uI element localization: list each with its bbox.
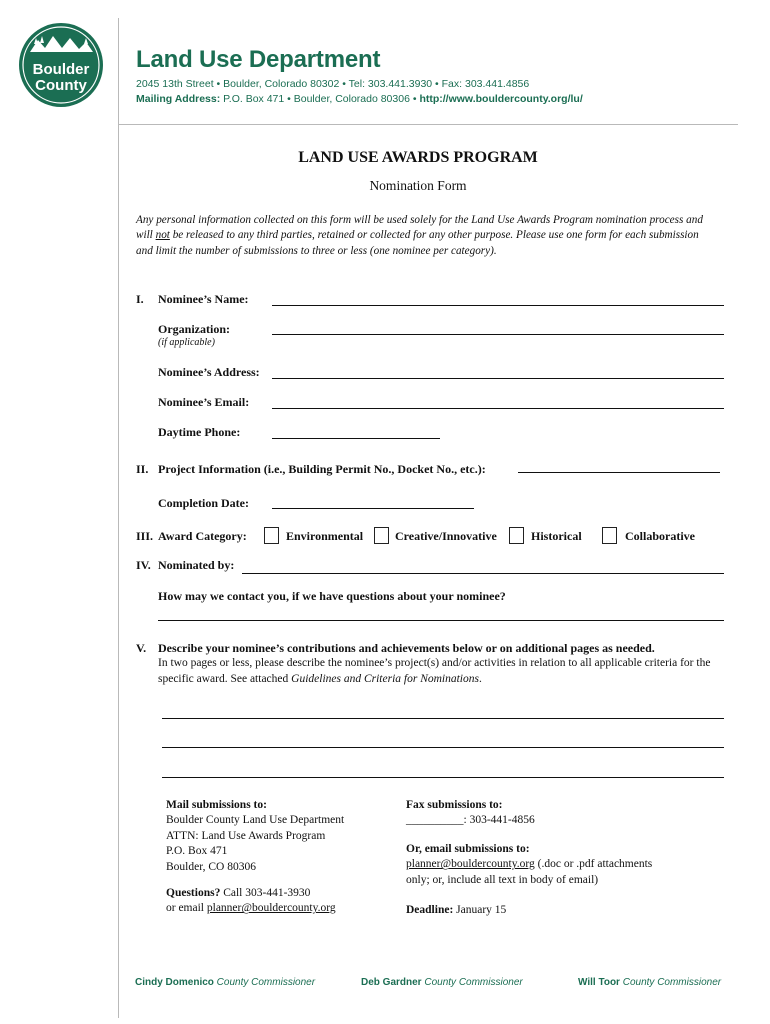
- fax-submissions-block: [406, 798, 706, 829]
- nominee-name-field[interactable]: [272, 305, 724, 306]
- questions-label: Questions?: [166, 887, 221, 899]
- section-5-number: V.: [136, 641, 147, 655]
- boulder-county-logo: [18, 22, 104, 108]
- nominee-email-label: Nominee’s Email:: [158, 395, 250, 409]
- fax-submissions-heading: Fax submissions to:: [406, 799, 503, 811]
- nominated-by-field[interactable]: [242, 573, 724, 574]
- mail-submissions-block: [166, 798, 396, 875]
- commissioner-3: Will Toor County Commissioner: [578, 977, 722, 988]
- daytime-phone-field[interactable]: [272, 438, 440, 439]
- email-submissions-block: Or, email submissions to: planner@bouldercounty.org (.doc or .pdf attachments only; or, include all text in body of email): [406, 842, 706, 888]
- section-3-number: III.: [136, 529, 154, 543]
- project-info-field[interactable]: [518, 472, 720, 473]
- mailing-address-value: P.O. Box 471 • Boulder, Colorado 80306 •: [220, 93, 420, 105]
- mail-address-line: Boulder, CO 80306: [166, 860, 256, 873]
- logo-text-line2: County: [35, 77, 87, 94]
- project-info-label: Project Information (i.e., Building Permit No., Docket No., etc.):: [158, 462, 486, 476]
- contact-question: How may we contact you, if we have questions about your nominee?: [158, 589, 506, 603]
- commissioner-1: Cindy Domenico County Commissioner: [135, 977, 316, 988]
- daytime-phone-label: Daytime Phone:: [158, 425, 241, 439]
- street-address: 2045 13th Street • Boulder, Colorado 80302 • Tel: 303.441.3930 • Fax: 303.441.4856: [136, 78, 530, 90]
- creative-innovative-label: Creative/Innovative: [395, 529, 497, 543]
- describe-instructions: In two pages or less, please describe the nominee’s project(s) and/or activities in relation to all applicable criteria for the specific award. See attached Guidelines and Criteria for Nominations.: [158, 657, 711, 685]
- nominee-email-field[interactable]: [272, 408, 724, 409]
- nominee-address-label: Nominee’s Address:: [158, 365, 260, 379]
- website-link[interactable]: http://www.bouldercounty.org/lu/: [419, 93, 583, 105]
- organization-field[interactable]: [272, 334, 724, 335]
- creative-innovative-checkbox[interactable]: [374, 527, 389, 544]
- mail-address-line: P.O. Box 471: [166, 845, 228, 858]
- environmental-label: Environmental: [286, 529, 364, 543]
- form-title: LAND USE AWARDS PROGRAM: [298, 149, 538, 166]
- completion-date-field[interactable]: [272, 508, 474, 509]
- description-line-1[interactable]: [162, 718, 724, 719]
- historical-checkbox[interactable]: [509, 527, 524, 544]
- questions-email-link[interactable]: planner@bouldercounty.org: [206, 902, 336, 915]
- questions-block: Questions? Call 303-441-3930 or email planner@bouldercounty.org: [166, 887, 336, 915]
- nominated-by-label: Nominated by:: [158, 558, 235, 572]
- contact-field[interactable]: [158, 620, 724, 621]
- completion-date-label: Completion Date:: [158, 496, 249, 510]
- deadline: [406, 903, 706, 918]
- historical-label: Historical: [531, 529, 582, 543]
- submission-email-link[interactable]: planner@bouldercounty.org: [406, 858, 535, 871]
- deadline-label: Deadline:: [406, 904, 454, 916]
- email-submissions-heading: Or, email submissions to:: [406, 843, 530, 855]
- description-line-3[interactable]: [162, 777, 724, 778]
- fax-number: __________: 303-441-4856: [406, 814, 535, 827]
- department-title: Land Use Department: [136, 46, 381, 73]
- commissioner-2: Deb Gardner County Commissioner: [361, 977, 523, 988]
- description-line-2[interactable]: [162, 747, 724, 748]
- privacy-notice: Any personal information collected on this form will be used solely for the Land Use Awards Program nomination process and will not be released to any third parties, retained or collected for any other purpose. Please use one form for each submission and limit the number of submissions to three or less (one nominee per category).: [136, 214, 703, 257]
- form-subtitle: Nomination Form: [369, 178, 467, 193]
- organization-label: Organization:: [158, 322, 230, 336]
- section-4-number: IV.: [136, 558, 151, 572]
- section-1-number: I.: [136, 292, 144, 306]
- questions-phone: Call 303-441-3930: [220, 887, 311, 899]
- logo-text-line1: Boulder: [32, 61, 90, 78]
- collaborative-label: Collaborative: [625, 529, 695, 543]
- mailing-address: [136, 93, 583, 105]
- mail-submissions-heading: Mail submissions to:: [166, 799, 267, 811]
- award-category-label: Award Category:: [158, 529, 247, 543]
- mail-address-line: Boulder County Land Use Department: [166, 814, 345, 827]
- nominee-address-field[interactable]: [272, 378, 724, 379]
- environmental-checkbox[interactable]: [264, 527, 279, 544]
- nominee-name-label: Nominee’s Name:: [158, 292, 249, 306]
- section-2-number: II.: [136, 462, 149, 476]
- if-applicable-note: (if applicable): [158, 337, 215, 348]
- header-horizontal-rule: [118, 124, 738, 125]
- header-vertical-rule: [118, 18, 119, 1018]
- mail-address-line: ATTN: Land Use Awards Program: [166, 829, 326, 842]
- collaborative-checkbox[interactable]: [602, 527, 617, 544]
- describe-heading: Describe your nominee’s contributions and achievements below or on additional pages as needed.: [158, 641, 655, 655]
- mailing-address-label: Mailing Address:: [136, 93, 221, 105]
- deadline-value: January 15: [453, 904, 507, 916]
